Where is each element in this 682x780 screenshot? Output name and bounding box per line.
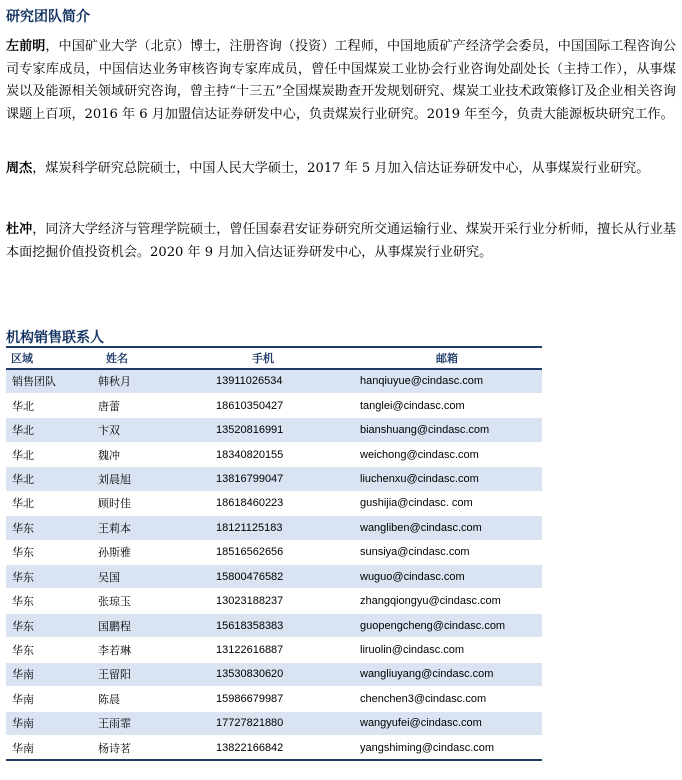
table-header-row (6, 347, 542, 369)
table-row (6, 662, 542, 686)
table-row (6, 369, 542, 393)
region-cell: 华东 (6, 589, 78, 613)
phone-cell: 13911026534 (198, 369, 338, 393)
table-row (6, 540, 542, 564)
bio-paragraph (6, 219, 676, 264)
region-cell: 华南 (6, 687, 78, 711)
name-cell: 刘晨旭 (78, 467, 198, 491)
bio-member-name: 周杰 (6, 161, 33, 176)
name-cell: 张琼玉 (78, 589, 198, 613)
name-cell: 韩秋月 (78, 369, 198, 393)
region-cell: 华南 (6, 711, 78, 735)
email-cell: wangliuyang@cindasc.com (338, 662, 542, 686)
phone-cell: 18340820155 (198, 442, 338, 466)
email-cell: wangliben@cindasc.com (338, 516, 542, 540)
research-team-title: 研究团队简介 (6, 9, 90, 25)
phone-cell: 13822166842 (198, 736, 338, 760)
table-row (6, 565, 542, 589)
table-row (6, 613, 542, 637)
table-row (6, 442, 542, 466)
table-row (6, 516, 542, 540)
phone-cell: 18121125183 (198, 516, 338, 540)
sales-contacts-table (6, 346, 542, 761)
table-row (6, 418, 542, 442)
region-cell: 华南 (6, 736, 78, 760)
sales-contacts-title: 机构销售联系人 (6, 330, 104, 346)
region-cell: 华东 (6, 540, 78, 564)
name-cell: 魏冲 (78, 442, 198, 466)
name-cell: 李若琳 (78, 638, 198, 662)
table-row (6, 638, 542, 662)
phone-cell: 13122616887 (198, 638, 338, 662)
bio-member-name: 左前明 (6, 39, 46, 54)
phone-cell: 15986679987 (198, 687, 338, 711)
name-cell: 孙斯雅 (78, 540, 198, 564)
name-cell: 国鹏程 (78, 613, 198, 637)
phone-cell: 18610350427 (198, 393, 338, 417)
name-cell: 顾时佳 (78, 491, 198, 515)
phone-cell: 13530830620 (198, 662, 338, 686)
region-cell: 华北 (6, 442, 78, 466)
name-cell: 杨诗茗 (78, 736, 198, 760)
region-cell: 华东 (6, 638, 78, 662)
region-cell: 华东 (6, 516, 78, 540)
phone-cell: 13520816991 (198, 418, 338, 442)
email-cell: tanglei@cindasc.com (338, 393, 542, 417)
name-cell: 王留阳 (78, 662, 198, 686)
email-cell: hanqiuyue@cindasc.com (338, 369, 542, 393)
email-cell: weichong@cindasc.com (338, 442, 542, 466)
name-cell: 陈晨 (78, 687, 198, 711)
region-cell: 华东 (6, 565, 78, 589)
name-cell: 王雨霏 (78, 711, 198, 735)
column-header-name: 姓名 (78, 347, 198, 369)
name-cell: 卞双 (78, 418, 198, 442)
phone-cell: 13816799047 (198, 467, 338, 491)
region-cell: 华北 (6, 491, 78, 515)
bio-text: ，煤炭科学研究总院硕士，中国人民大学硕士，2017 年 5 月加入信达证券研发中心，从事煤炭行业研究。 (32, 161, 650, 176)
bio-member-name: 杜冲 (6, 222, 33, 237)
bio-text: ，同济大学经济与管理学院硕士，曾任国泰君安证券研究所交通运输行业、煤炭开采行业分析师，擅长从行业基本面挖掘价值投资机会。2020 年 9 月加入信达证券研发中心，从事煤炭行业研究。 (6, 222, 677, 260)
email-cell: zhangqiongyu@cindasc.com (338, 589, 542, 613)
region-cell: 华东 (6, 613, 78, 637)
table-row (6, 711, 542, 735)
table-row (6, 736, 542, 760)
email-cell: sunsiya@cindasc.com (338, 540, 542, 564)
bio-text: ，中国矿业大学（北京）博士，注册咨询（投资）工程师，中国地质矿产经济学会委员，中国国际工程咨询公司专家库成员，中国信达业务审核咨询专家库成员，曾任中国煤炭工业协会行业咨询处副处长（主持工作），从事煤炭以及能源相关领域研究咨询，曾主持“十三五”全国煤炭勘查开发规划研究、煤炭工业技术政策修订及企业相关咨询课题上百项，2016 年 6 月加盟信达证券研发中心，负责煤炭行业研究。2019 年至今，负责大能源板块研究工作。 (6, 39, 677, 122)
email-cell: gushijia@cindasc. com (338, 491, 542, 515)
table-row (6, 687, 542, 711)
region-cell: 销售团队 (6, 369, 78, 393)
email-cell: wuguo@cindasc.com (338, 565, 542, 589)
name-cell: 唐蕾 (78, 393, 198, 417)
column-header-phone: 手机 (198, 347, 338, 369)
name-cell: 吴国 (78, 565, 198, 589)
email-cell: wangyufei@cindasc.com (338, 711, 542, 735)
email-cell: bianshuang@cindasc.com (338, 418, 542, 442)
email-cell: chenchen3@cindasc.com (338, 687, 542, 711)
email-cell: liruolin@cindasc.com (338, 638, 542, 662)
region-cell: 华南 (6, 662, 78, 686)
email-cell: yangshiming@cindasc.com (338, 736, 542, 760)
phone-cell: 13023188237 (198, 589, 338, 613)
email-cell: liuchenxu@cindasc.com (338, 467, 542, 491)
table-row (6, 491, 542, 515)
phone-cell: 17727821880 (198, 711, 338, 735)
bio-paragraph (6, 158, 676, 181)
table-row (6, 467, 542, 491)
region-cell: 华北 (6, 393, 78, 417)
email-cell: guopengcheng@cindasc.com (338, 613, 542, 637)
table-row (6, 589, 542, 613)
phone-cell: 18516562656 (198, 540, 338, 564)
region-cell: 华北 (6, 418, 78, 442)
bio-paragraph (6, 36, 676, 126)
region-cell: 华北 (6, 467, 78, 491)
table-row (6, 393, 542, 417)
column-header-region: 区域 (6, 347, 78, 369)
phone-cell: 15618358383 (198, 613, 338, 637)
column-header-email: 邮箱 (338, 347, 542, 369)
name-cell: 王莉本 (78, 516, 198, 540)
phone-cell: 15800476582 (198, 565, 338, 589)
phone-cell: 18618460223 (198, 491, 338, 515)
